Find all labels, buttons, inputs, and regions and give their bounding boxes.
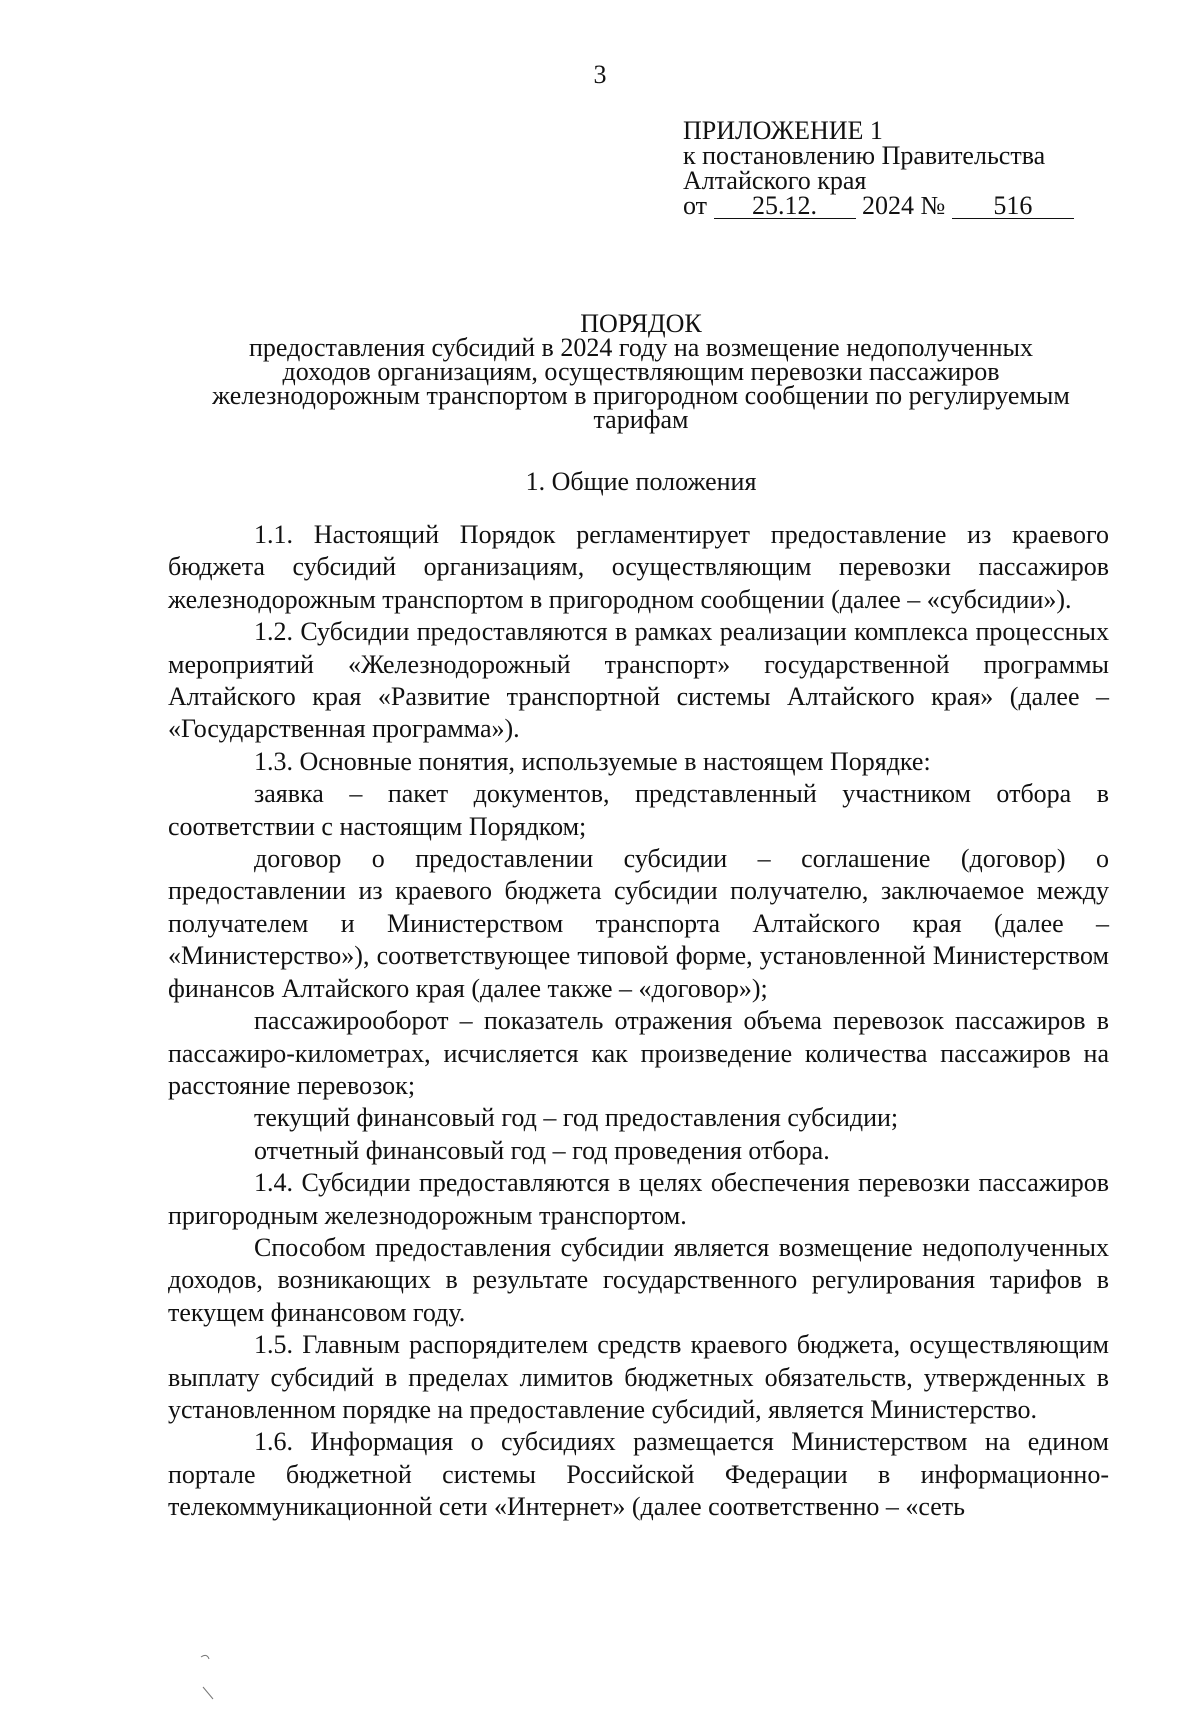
section-title: 1. Общие положения [525, 467, 757, 496]
definition-application: заявка – пакет документов, представленный участником отбора в соответствии с настоящим Порядком; [168, 779, 1109, 841]
decree-number: 516 [952, 194, 1074, 219]
appendix-line-1: к постановлению Правительства [683, 141, 1046, 170]
appendix-block [683, 118, 1123, 219]
page-number: 3 [593, 60, 607, 89]
subtitle-line: предоставления субсидий в 2024 году на возмещение недополученных [248, 333, 1034, 362]
document-title: ПОРЯДОК [580, 309, 702, 338]
subtitle-line: тарифам [593, 405, 689, 434]
subtitle-line: железнодорожным транспортом в пригородном сообщении по регулируемым [212, 381, 1070, 410]
subtitle-line: доходов организациям, осуществляющим перевозки пассажиров [282, 357, 1000, 386]
paragraph-1-4: 1.4. Субсидии предоставляются в целях обеспечения перевозки пассажиров пригородным железнодорожным транспортом. [168, 1168, 1109, 1230]
appendix-title: ПРИЛОЖЕНИЕ 1 [683, 116, 883, 145]
paragraph-1-1: 1.1. Настоящий Порядок регламентирует предоставление из краевого бюджета субсидий организациям, осуществляющим перевозки пассажиров железнодорожным транспортом в пригородном сообщении (далее – «субсидии»). [168, 520, 1109, 614]
paragraph-1-2: 1.2. Субсидии предоставляются в рамках реализации комплекса процессных мероприятий «Железнодорожный транспорт» государственной программы Алтайского края «Развитие транспортной системы Алтайского края» (далее – «Государственная программа»). [168, 617, 1109, 744]
definition-reporting-year: отчетный финансовый год – год проведения отбора. [254, 1135, 830, 1165]
document-heading [168, 309, 1114, 434]
paragraph-1-6: 1.6. Информация о субсидиях размещается Министерством на едином портале бюджетной системы Российской Федерации в информационно-телекоммуникационной сети «Интернет» (далее соответственно – «сеть [168, 1427, 1109, 1522]
definition-agreement: договор о предоставлении субсидии – соглашение (договор) о предоставлении из краевого бюджета субсидии получателю, заключаемое между получателем и Министерством транспорта Алтайского края (далее – «Министерство»), соответствующее типовой форме, установленной Министерством финансов Алтайского края (далее также – «договор»); [168, 844, 1109, 1003]
number-sign: № [920, 191, 946, 220]
paragraph-1-3: 1.3. Основные понятия, используемые в настоящем Порядке: [254, 746, 931, 776]
appendix-date-line [683, 193, 1123, 219]
appendix-line-2: Алтайского края [683, 166, 867, 195]
scan-marks [195, 1653, 255, 1703]
definition-current-year: текущий финансовый год – год предоставления субсидии; [254, 1103, 899, 1133]
decree-date: 25.12. [714, 194, 856, 219]
from-label: от [683, 191, 708, 220]
document-body [168, 519, 1109, 1524]
decree-year: 2024 [862, 191, 915, 220]
definition-passenger-turnover: пассажирооборот – показатель отражения объема перевозок пассажиров в пассажиро-километрах, исчисляется как произведение количества пассажиров на расстояние перевозок; [168, 1006, 1109, 1100]
paragraph-method: Способом предоставления субсидии является возмещение недополученных доходов, возникающих в результате государственного регулирования тарифов в текущем финансовом году. [168, 1232, 1109, 1327]
paragraph-1-5: 1.5. Главным распорядителем средств краевого бюджета, осуществляющим выплату субсидий в пределах лимитов бюджетных обязательств, утвержденных в установленном порядке на предоставление субсидий, является Министерство. [168, 1330, 1109, 1424]
